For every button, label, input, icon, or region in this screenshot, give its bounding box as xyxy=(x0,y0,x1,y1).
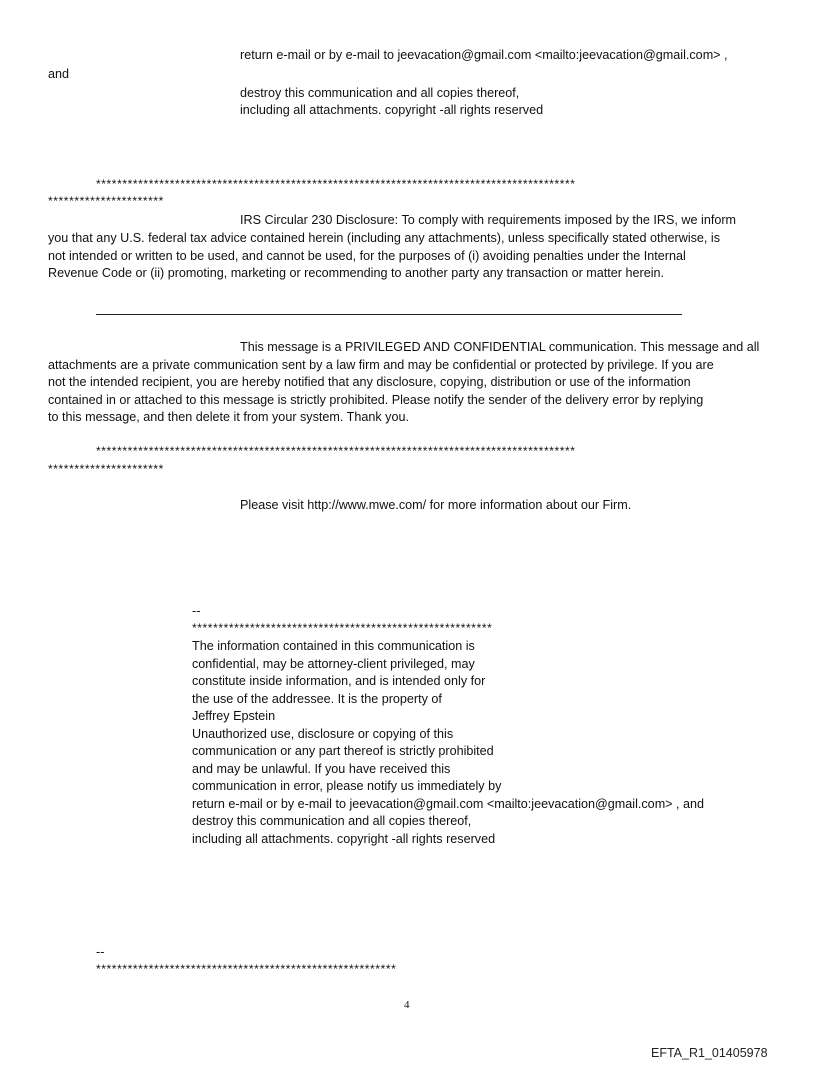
signature-line: Unauthorized use, disclosure or copying of this xyxy=(192,726,454,741)
visit-firm-line: Please visit http://www.mwe.com/ for more information about our Firm. xyxy=(240,498,632,512)
bottom-stars: ********************************************************* xyxy=(96,962,397,976)
top-line-3: including all attachments. copyright -all rights reserved xyxy=(240,103,544,117)
stars-divider-a-row2: ********************** xyxy=(48,194,164,208)
privileged-line-5: to this message, and then delete it from your system. Thank you. xyxy=(48,410,409,424)
privileged-line-1: This message is a PRIVILEGED AND CONFIDENTIAL communication. This message and all xyxy=(240,340,760,354)
document-id: EFTA_R1_01405978 xyxy=(651,1046,768,1060)
signature-line: confidential, may be attorney-client privileged, may xyxy=(192,656,475,671)
stars-divider-b-row1: ******************************************************************************************* xyxy=(96,444,576,458)
signature-line: constitute inside information, and is intended only for xyxy=(192,674,486,688)
page-number: 4 xyxy=(404,999,410,1011)
irs-line-3: not intended or written to be used, and cannot be used, for the purposes of (i) avoiding penalties under the Internal xyxy=(48,249,686,263)
signature-line: The information contained in this communication is xyxy=(192,639,475,653)
irs-line-1: IRS Circular 230 Disclosure: To comply with requirements imposed by the IRS, we inform xyxy=(240,213,737,227)
signature-line: Jeffrey Epstein xyxy=(192,709,276,723)
signature-line: the use of the addressee. It is the property of xyxy=(192,691,442,706)
privileged-line-4: contained in or attached to this message is strictly prohibited. Please notify the sender of the delivery error by replying xyxy=(48,393,704,407)
signature-dashes: -- xyxy=(192,604,201,618)
top-line-1: return e-mail or by e-mail to jeevacation@gmail.com <mailto:jeevacation@gmail.com> , xyxy=(240,48,728,62)
irs-line-2: you that any U.S. federal tax advice contained herein (including any attachments), unless specifically stated otherwise, is xyxy=(48,231,721,245)
horizontal-rule xyxy=(96,314,682,315)
signature-line: and may be unlawful. If you have received this xyxy=(192,761,451,776)
top-and-word: and xyxy=(48,67,70,81)
signature-line: including all attachments. copyright -all rights reserved xyxy=(192,831,496,846)
signature-line: destroy this communication and all copies thereof, xyxy=(192,814,472,828)
privileged-line-2: attachments are a private communication sent by a law firm and may be confidential or protected by privilege. If you are xyxy=(48,358,714,372)
signature-line: communication or any part thereof is strictly prohibited xyxy=(192,744,494,758)
signature-line: communication in error, please notify us immediately by xyxy=(192,779,502,793)
top-line-2: destroy this communication and all copies thereof, xyxy=(240,86,520,100)
signature-line: return e-mail or by e-mail to jeevacation@gmail.com <mailto:jeevacation@gmail.com> , and xyxy=(192,796,705,811)
stars-divider-b-row2: ********************** xyxy=(48,462,164,476)
signature-stars: ********************************************************* xyxy=(192,621,493,635)
irs-line-4: Revenue Code or (ii) promoting, marketing or recommending to another party any transaction or matter herein. xyxy=(48,266,664,280)
stars-divider-a-row1: ******************************************************************************************* xyxy=(96,177,576,191)
bottom-dashes: -- xyxy=(96,945,105,959)
privileged-line-3: not the intended recipient, you are hereby notified that any disclosure, copying, distribution or use of the information xyxy=(48,375,691,389)
